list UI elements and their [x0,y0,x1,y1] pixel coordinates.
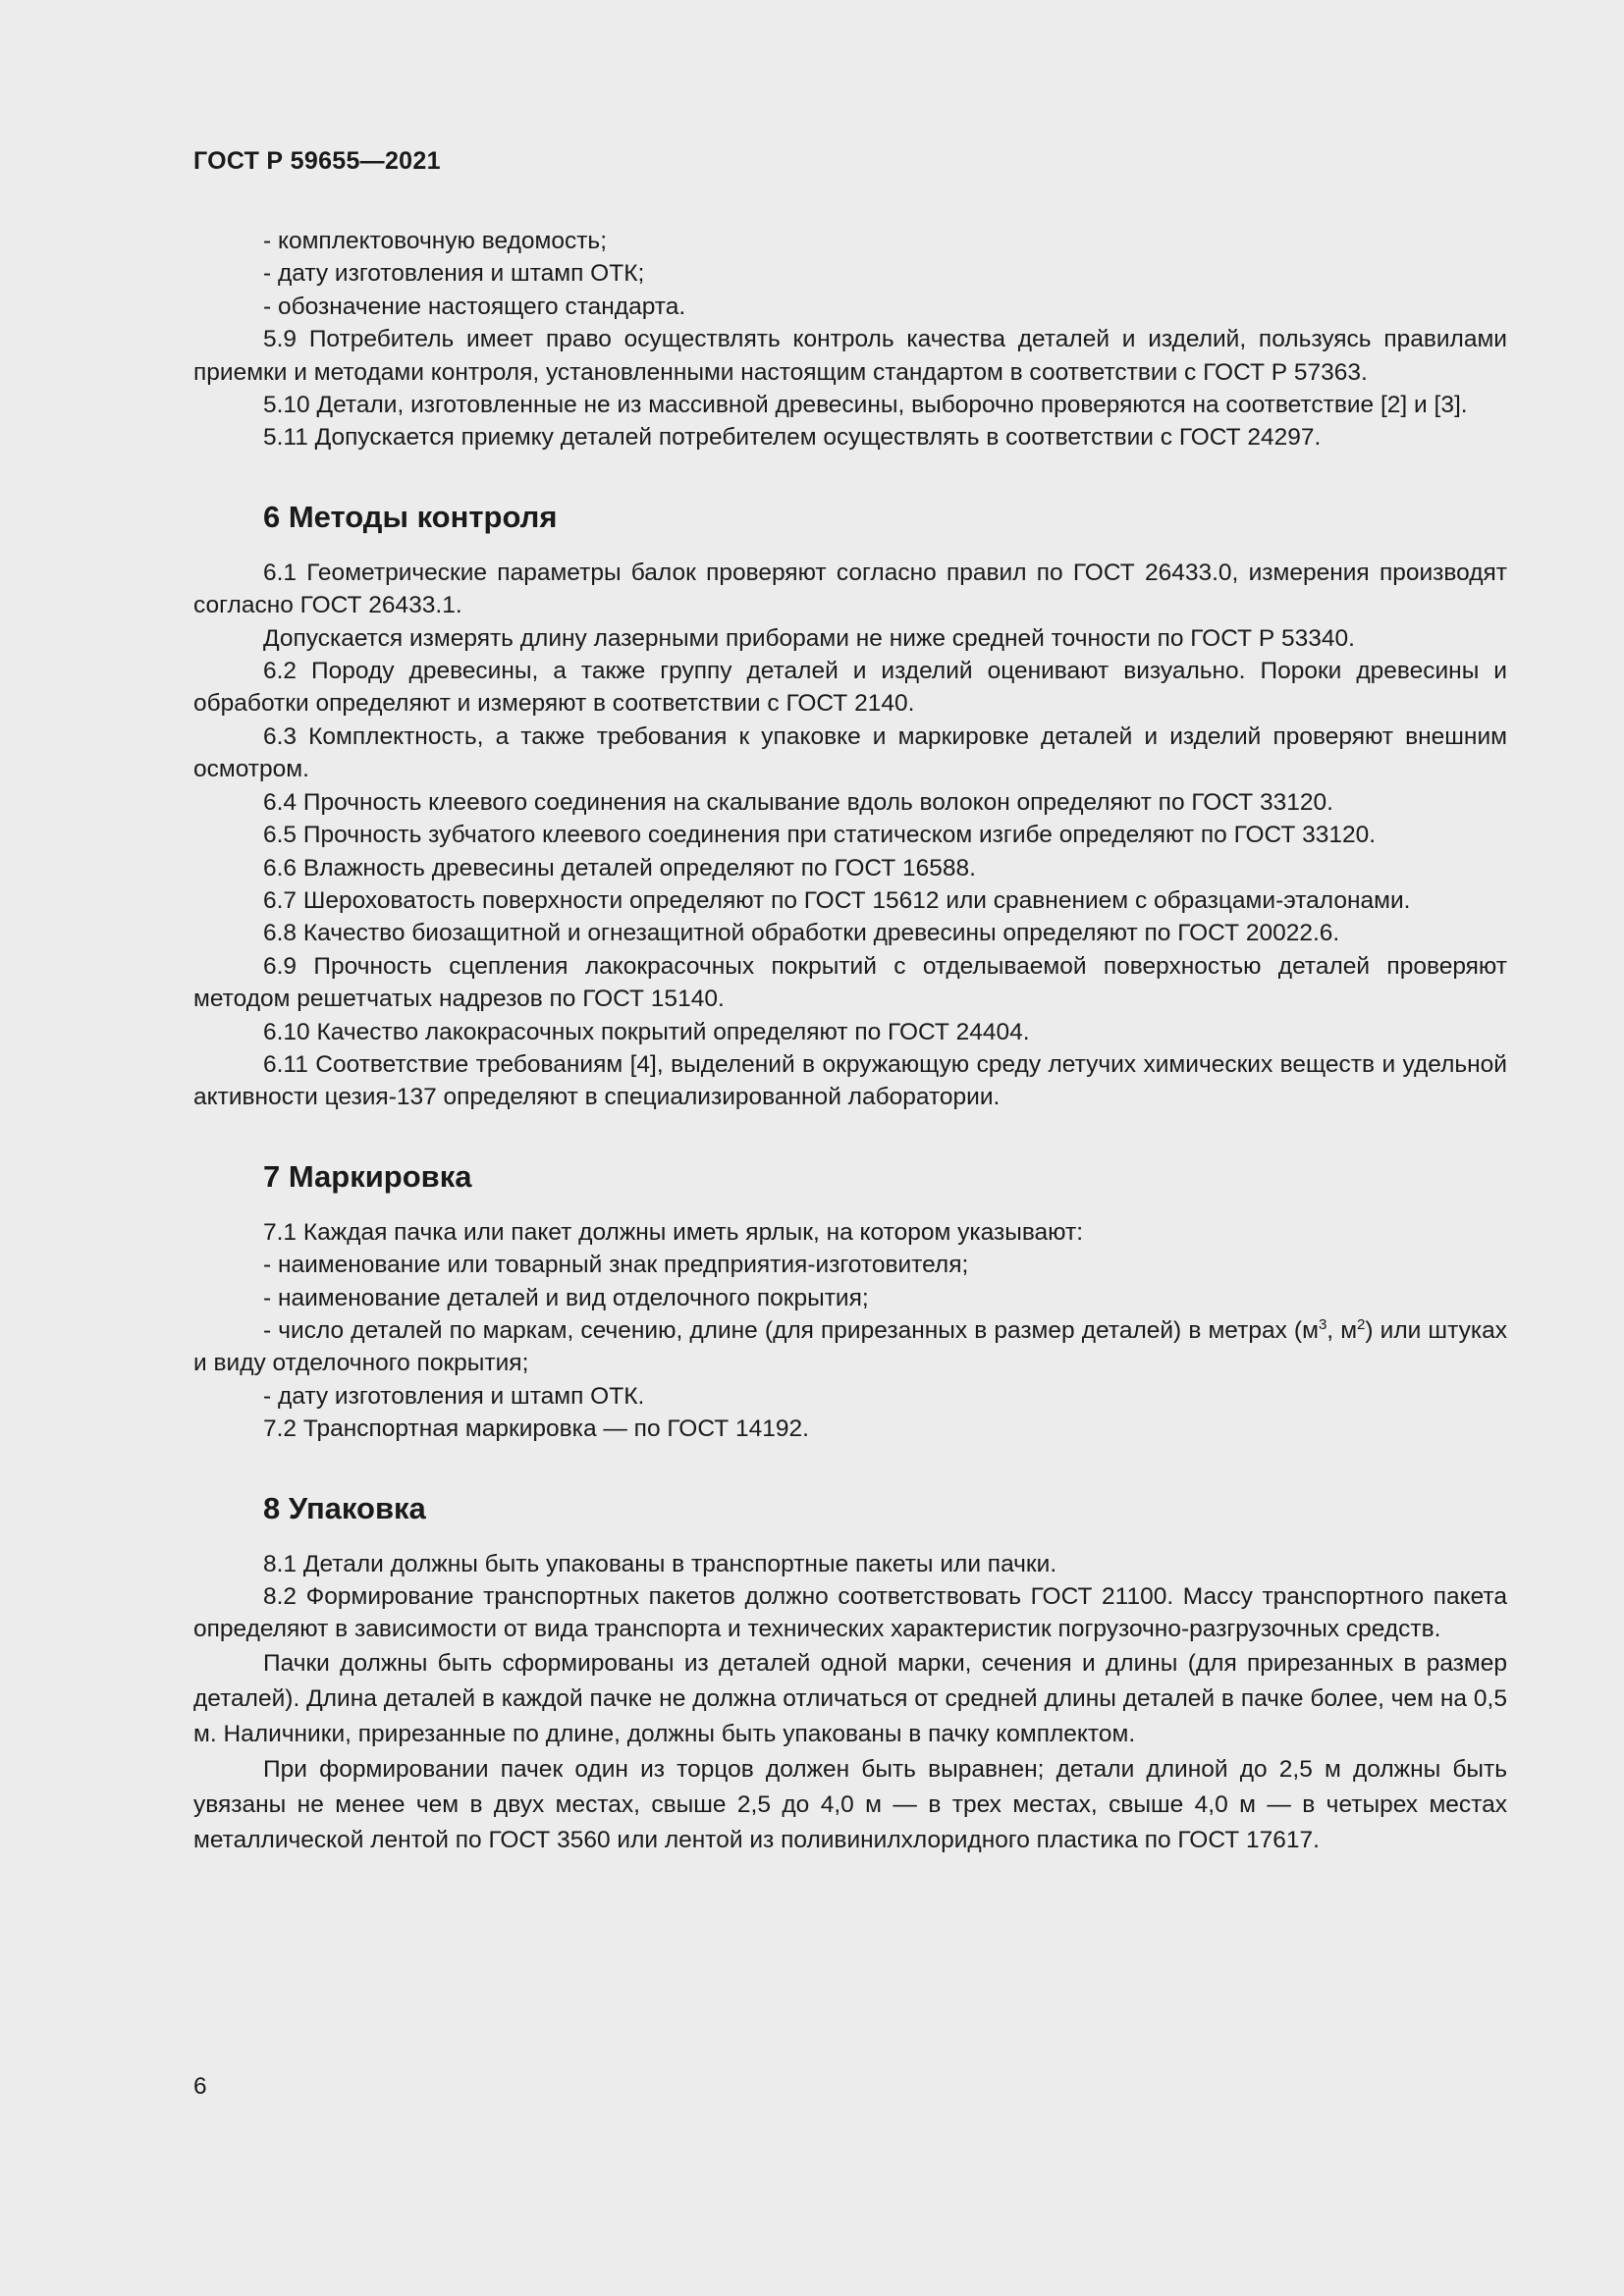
clause-5-10: 5.10 Детали, изготовленные не из массивной древесины, выборочно проверяются на соответствие [2] и [3]. [263,392,1468,419]
list-item: - обозначение настоящего стандарта. [263,293,686,320]
page-content [193,225,1507,1858]
clause-6-5: 6.5 Прочность зубчатого клеевого соединения при статическом изгибе определяют по ГОСТ 33120. [263,822,1377,849]
clause-7-2: 7.2 Транспортная маркировка — по ГОСТ 14192. [263,1415,809,1443]
list-item-text: , м [1326,1316,1358,1344]
clause-6-9: 6.9 Прочность сцепления лакокрасочных покрытий с отделываемой поверхностью деталей проверяют методом решетчатых надрезов по ГОСТ 15140. [193,952,1507,1013]
clause-6-8: 6.8 Качество биозащитной и огнезащитной обработки древесины определяют по ГОСТ 20022.6. [263,920,1340,947]
list-item: - комплектовочную ведомость; [263,228,607,254]
page-number: 6 [193,2073,207,2100]
clause-5-9: 5.9 Потребитель имеет право осуществлять контроль качества деталей и изделий, пользуясь правилами приемки и методами контроля, установленными настоящим стандартом в соответствии с ГОСТ Р 57363. [193,326,1507,386]
section-6-heading: 6 Методы контроля [263,499,558,534]
list-item: - наименование или товарный знак предприятия-изготовителя; [263,1252,969,1279]
clause-6-4: 6.4 Прочность клеевого соединения на скалывание вдоль волокон определяют по ГОСТ 33120. [263,788,1333,816]
list-item: - наименование деталей и вид отделочного покрытия; [263,1284,869,1311]
clause-6-3: 6.3 Комплектность, а также требования к упаковке и маркировке деталей и изделий проверяют внешним осмотром. [193,722,1507,783]
list-item [193,1314,1507,1380]
clause-6-7: 6.7 Шероховатость поверхности определяют по ГОСТ 15612 или сравнением с образцами-эталонами. [263,886,1411,914]
clause-7-1: 7.1 Каждая пачка или пакет должны иметь ярлык, на котором указывают: [263,1218,1084,1246]
clause-6-10: 6.10 Качество лакокрасочных покрытий определяют по ГОСТ 24404. [263,1018,1030,1045]
section-7-heading: 7 Маркировка [263,1158,472,1194]
list-item: - дату изготовления и штамп ОТК; [263,260,645,288]
clause-6-11: 6.11 Соответствие требованиям [4], выделений в окружающую среду летучих химических веществ и удельной активности цезия-137 определяют в специализированной лаборатории. [193,1050,1507,1111]
list-item-text: - число деталей по маркам, сечению, длине (для прирезанных в размер деталей) в метрах (м [263,1316,1319,1344]
clause-6-1: 6.1 Геометрические параметры балок проверяют согласно правил по ГОСТ 26433.0, измерения производят согласно ГОСТ 26433.1. [193,559,1507,619]
list-item-text: ) или штуках и виду отделочного покрытия; [193,1316,1507,1377]
section-8-heading: 8 Упаковка [263,1490,426,1525]
clause-5-11: 5.11 Допускается приемку деталей потребителем осуществлять в соответствии с ГОСТ 24297. [263,424,1322,452]
superscript: 3 [1318,1315,1327,1333]
document-header: ГОСТ Р 59655—2021 [193,147,441,175]
superscript: 2 [1357,1315,1366,1333]
paragraph: При формировании пачек один из торцов должен быть выравнен; детали длиной до 2,5 м должны быть увязаны не менее чем в двух местах, свыше 2,5 до 4,0 м — в трех местах, свыше 4,0 м — в четырех местах металлической лентой по ГОСТ 3560 или лентой из поливинилхлоридного пластика по ГОСТ 17617. [193,1755,1507,1853]
clause-8-1: 8.1 Детали должны быть упакованы в транспортные пакеты или пачки. [263,1550,1057,1577]
clause-6-2: 6.2 Породу древесины, а также группу деталей и изделий оценивают визуально. Пороки древесины и обработки определяют и измеряют в соответствии с ГОСТ 2140. [193,658,1507,718]
clause-8-2: 8.2 Формирование транспортных пакетов должно соответствовать ГОСТ 21100. Массу транспортного пакета определяют в зависимости от вида транспорта и технических характеристик погрузочно-разгрузочных средств. [193,1583,1507,1643]
clause-6-6: 6.6 Влажность древесины деталей определяют по ГОСТ 16588. [263,854,976,881]
paragraph: Допускается измерять длину лазерными приборами не ниже средней точности по ГОСТ Р 53340. [263,624,1355,652]
list-item: - дату изготовления и штамп ОТК. [263,1382,645,1410]
paragraph: Пачки должны быть сформированы из деталей одной марки, сечения и длины (для прирезанных в размер деталей). Длина деталей в каждой пачке не должна отличаться от средней длины деталей в пачке более, чем на 0,5 м. Наличники, прирезанные по длине, должны быть упакованы в пачку комплектом. [193,1649,1507,1747]
